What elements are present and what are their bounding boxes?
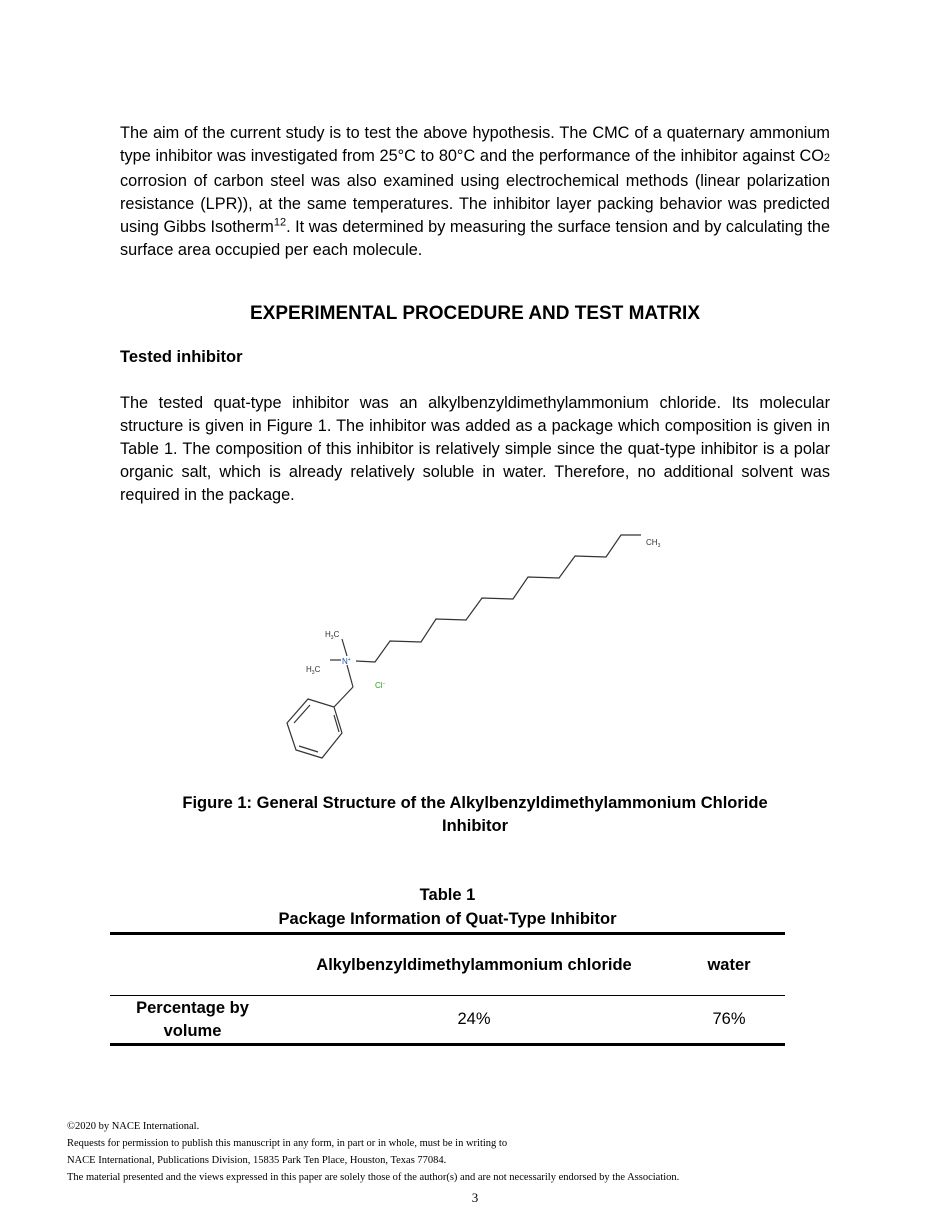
header-cell-empty bbox=[110, 934, 275, 996]
ring-double-bond-2 bbox=[299, 746, 318, 752]
table-row bbox=[110, 996, 785, 1045]
table-title: Table 1 bbox=[419, 886, 476, 904]
ring-double-bond-3 bbox=[294, 705, 310, 723]
molecular-structure-figure bbox=[270, 525, 690, 770]
package-table bbox=[110, 932, 785, 1046]
benzene-ring bbox=[287, 699, 342, 758]
value-cell-water: 76% bbox=[712, 1010, 746, 1028]
permission-line: Requests for permission to publish this manuscript in any form, in part or in whole, must be in writing to bbox=[67, 1138, 508, 1149]
value-cell-compound: 24% bbox=[457, 1010, 491, 1028]
section-heading: EXPERIMENTAL PROCEDURE AND TEST MATRIX bbox=[249, 303, 701, 324]
bond-n-ch2 bbox=[347, 665, 353, 687]
figure-caption: Figure 1: General Structure of the Alkylbenzyldimethylammonium Chloride Inhibitor bbox=[182, 794, 768, 835]
row-label: Percentage by volume bbox=[136, 998, 249, 1040]
page-number: 3 bbox=[471, 1190, 479, 1205]
copyright-line: ©2020 by NACE International. bbox=[67, 1121, 200, 1132]
header-cell-compound: Alkylbenzyldimethylammonium chloride bbox=[316, 955, 632, 974]
ch3-label: $CH_3$ bbox=[646, 538, 661, 549]
bond-n-ch3-upper bbox=[342, 639, 347, 656]
table-subtitle: Package Information of Quat-Type Inhibitor bbox=[278, 910, 617, 928]
table-header-row bbox=[110, 934, 785, 996]
h3c-lower-label: $H_3C$ bbox=[306, 665, 321, 676]
alkyl-chain bbox=[356, 535, 641, 662]
chloride-label: Cl− bbox=[375, 681, 386, 690]
h3c-upper-label: $H_3C$ bbox=[325, 630, 340, 641]
bonds bbox=[287, 535, 641, 758]
ring-double-bond-1 bbox=[334, 715, 339, 732]
body-paragraph: The tested quat-type inhibitor was an alkylbenzyldimethylammonium chloride. Its molecular structure is given in Figure 1. The inhibitor was added as a package which composition is given in Table 1. The composition of this inhibitor is relatively simple since the quat-type inhibitor is a polar organic salt, which is already relatively soluble in water. Therefore, no additional solvent was required in the package. bbox=[120, 394, 830, 504]
header-cell-water: water bbox=[707, 955, 751, 974]
subheading: Tested inhibitor bbox=[120, 348, 243, 366]
address-line: NACE International, Publications Division, 15835 Park Ten Place, Houston, Texas 77084. bbox=[67, 1155, 447, 1166]
intro-paragraph: The aim of the current study is to test the above hypothesis. The CMC of a quaternary ammonium type inhibitor was investigated from 25°C to 80°C and the performance of the inhibitor against CO2 corrosion of carbon steel was also examined using electrochemical methods (linear polarization resistance (LPR)), at the same temperatures. The inhibitor layer packing behavior was predicted using Gibbs Isotherm$^{12}$. It was determined by measuring the surface tension and by calculating the surface area occupied per each molecule. bbox=[120, 124, 831, 259]
disclaimer-line: The material presented and the views expressed in this paper are solely those of the author(s) and are not necessarily endorsed by the Association. bbox=[67, 1172, 680, 1183]
nitrogen-label: N+ bbox=[342, 657, 351, 666]
bond-ch2-ring bbox=[334, 687, 353, 707]
